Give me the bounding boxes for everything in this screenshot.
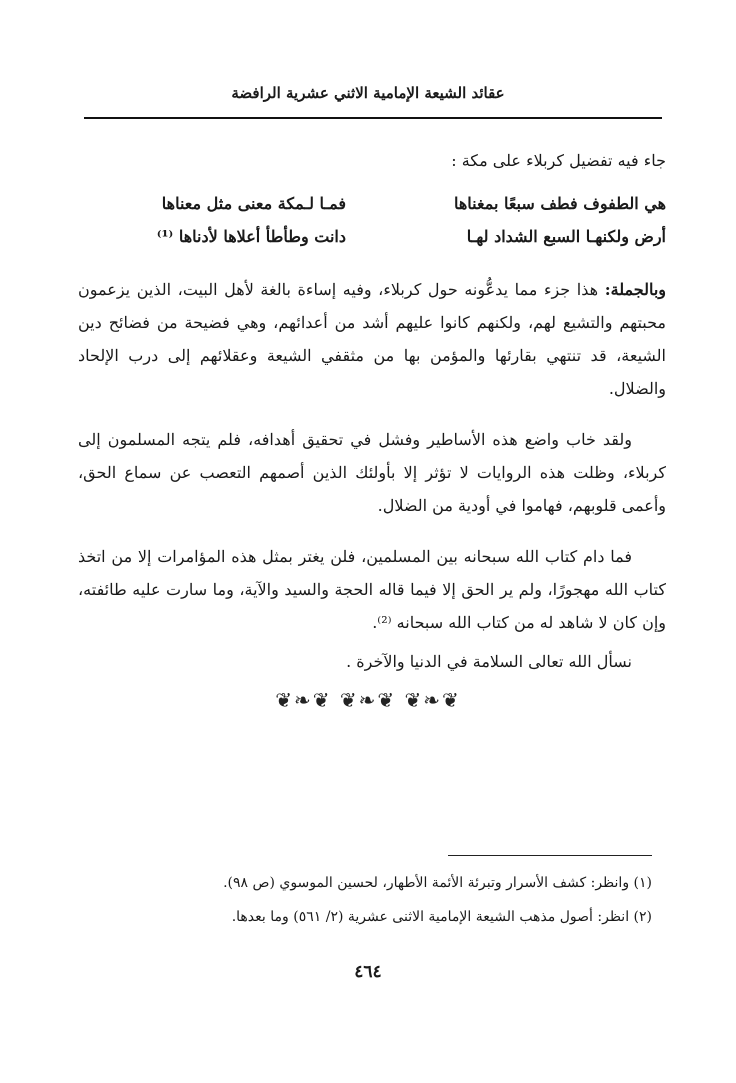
closing-prayer <box>78 645 666 678</box>
verse-first-hemistich: هي الطفوف فطف سبعًا بمغناها <box>453 194 666 213</box>
paragraph-text: ولقد خاب واضع هذه الأساطير وفشل في تحقيق أهدافه، فلم يتجه المسلمون إلى كربلاء، وظلت هذه الروايات لا تؤثر إلا بأولئك الذين أصمهم التعصب عن سماع الحق، وأعمى قلوبهم، فهاموا في أودية من الضلال. <box>78 430 666 515</box>
running-header: عقائد الشيعة الإمامية الاثني عشرية الرافضة <box>231 84 505 102</box>
page-number: ٤٦٤ <box>354 962 382 982</box>
paragraph-text: هذا جزء مما يدعُّونه حول كربلاء، وفيه إساءة بالغة لأهل البيت، الذين يزعمون محبتهم والتشيع لهم، ولكنهم كانوا عليهم أشد من أعدائهم، وهي فضيحة من فضائح دين الشيعة، قد تنتهي بقارئها والمؤمن بها من مثقفي الشيعة وعقلائهم إلى درب الإلحاد والضلال. <box>78 280 666 398</box>
verse-second-hemistich: فمـا لـمكة معنى مثل معناها <box>161 194 346 213</box>
header-divider <box>84 117 662 119</box>
main-text <box>78 140 666 678</box>
footnote: (١) وانظر: كشف الأسرار وتبرئة الأئمة الأطهار، لحسين الموسوي (ص ٩٨). <box>223 875 652 891</box>
paragraph-lead-word: وبالجملة: <box>604 280 666 299</box>
paragraph-text: فما دام كتاب الله سبحانه بين المسلمين، فلن يغتر بمثل هذه المؤامرات إلا من اتخذ كتاب الله مهجورًا، ولم ير الحق إلا فيما قاله الحجة والسيد والآية، وما سارت عليه طائفته، وإن كان لا شاهد له من كتاب الله سبحانه ⁽²⁾. <box>78 547 666 632</box>
poem-verse <box>78 187 666 220</box>
intro-line: جاء فيه تفضيل كربلاء على مكة : <box>451 151 666 170</box>
section-ornament: ❦❧❦ ❦❧❦ ❦❧❦ <box>275 688 461 712</box>
footnotes <box>80 866 652 934</box>
poem <box>78 187 666 253</box>
paragraph <box>78 540 666 639</box>
poem-verse <box>78 220 666 253</box>
verse-second-hemistich: دانت وطأطأ أعلاها لأدناها ⁽¹⁾ <box>156 227 346 246</box>
footnote-divider <box>448 855 652 856</box>
paragraph <box>78 273 666 405</box>
paragraph <box>78 423 666 522</box>
footnote: (٢) انظر: أصول مذهب الشيعة الإمامية الاثنى عشرية (٢/ ٥٦١) وما بعدها. <box>231 909 652 925</box>
paragraph-text: نسأل الله تعالى السلامة في الدنيا والآخرة . <box>346 652 632 671</box>
verse-first-hemistich: أرض ولكنهـا السبع الشداد لهـا <box>466 227 666 246</box>
